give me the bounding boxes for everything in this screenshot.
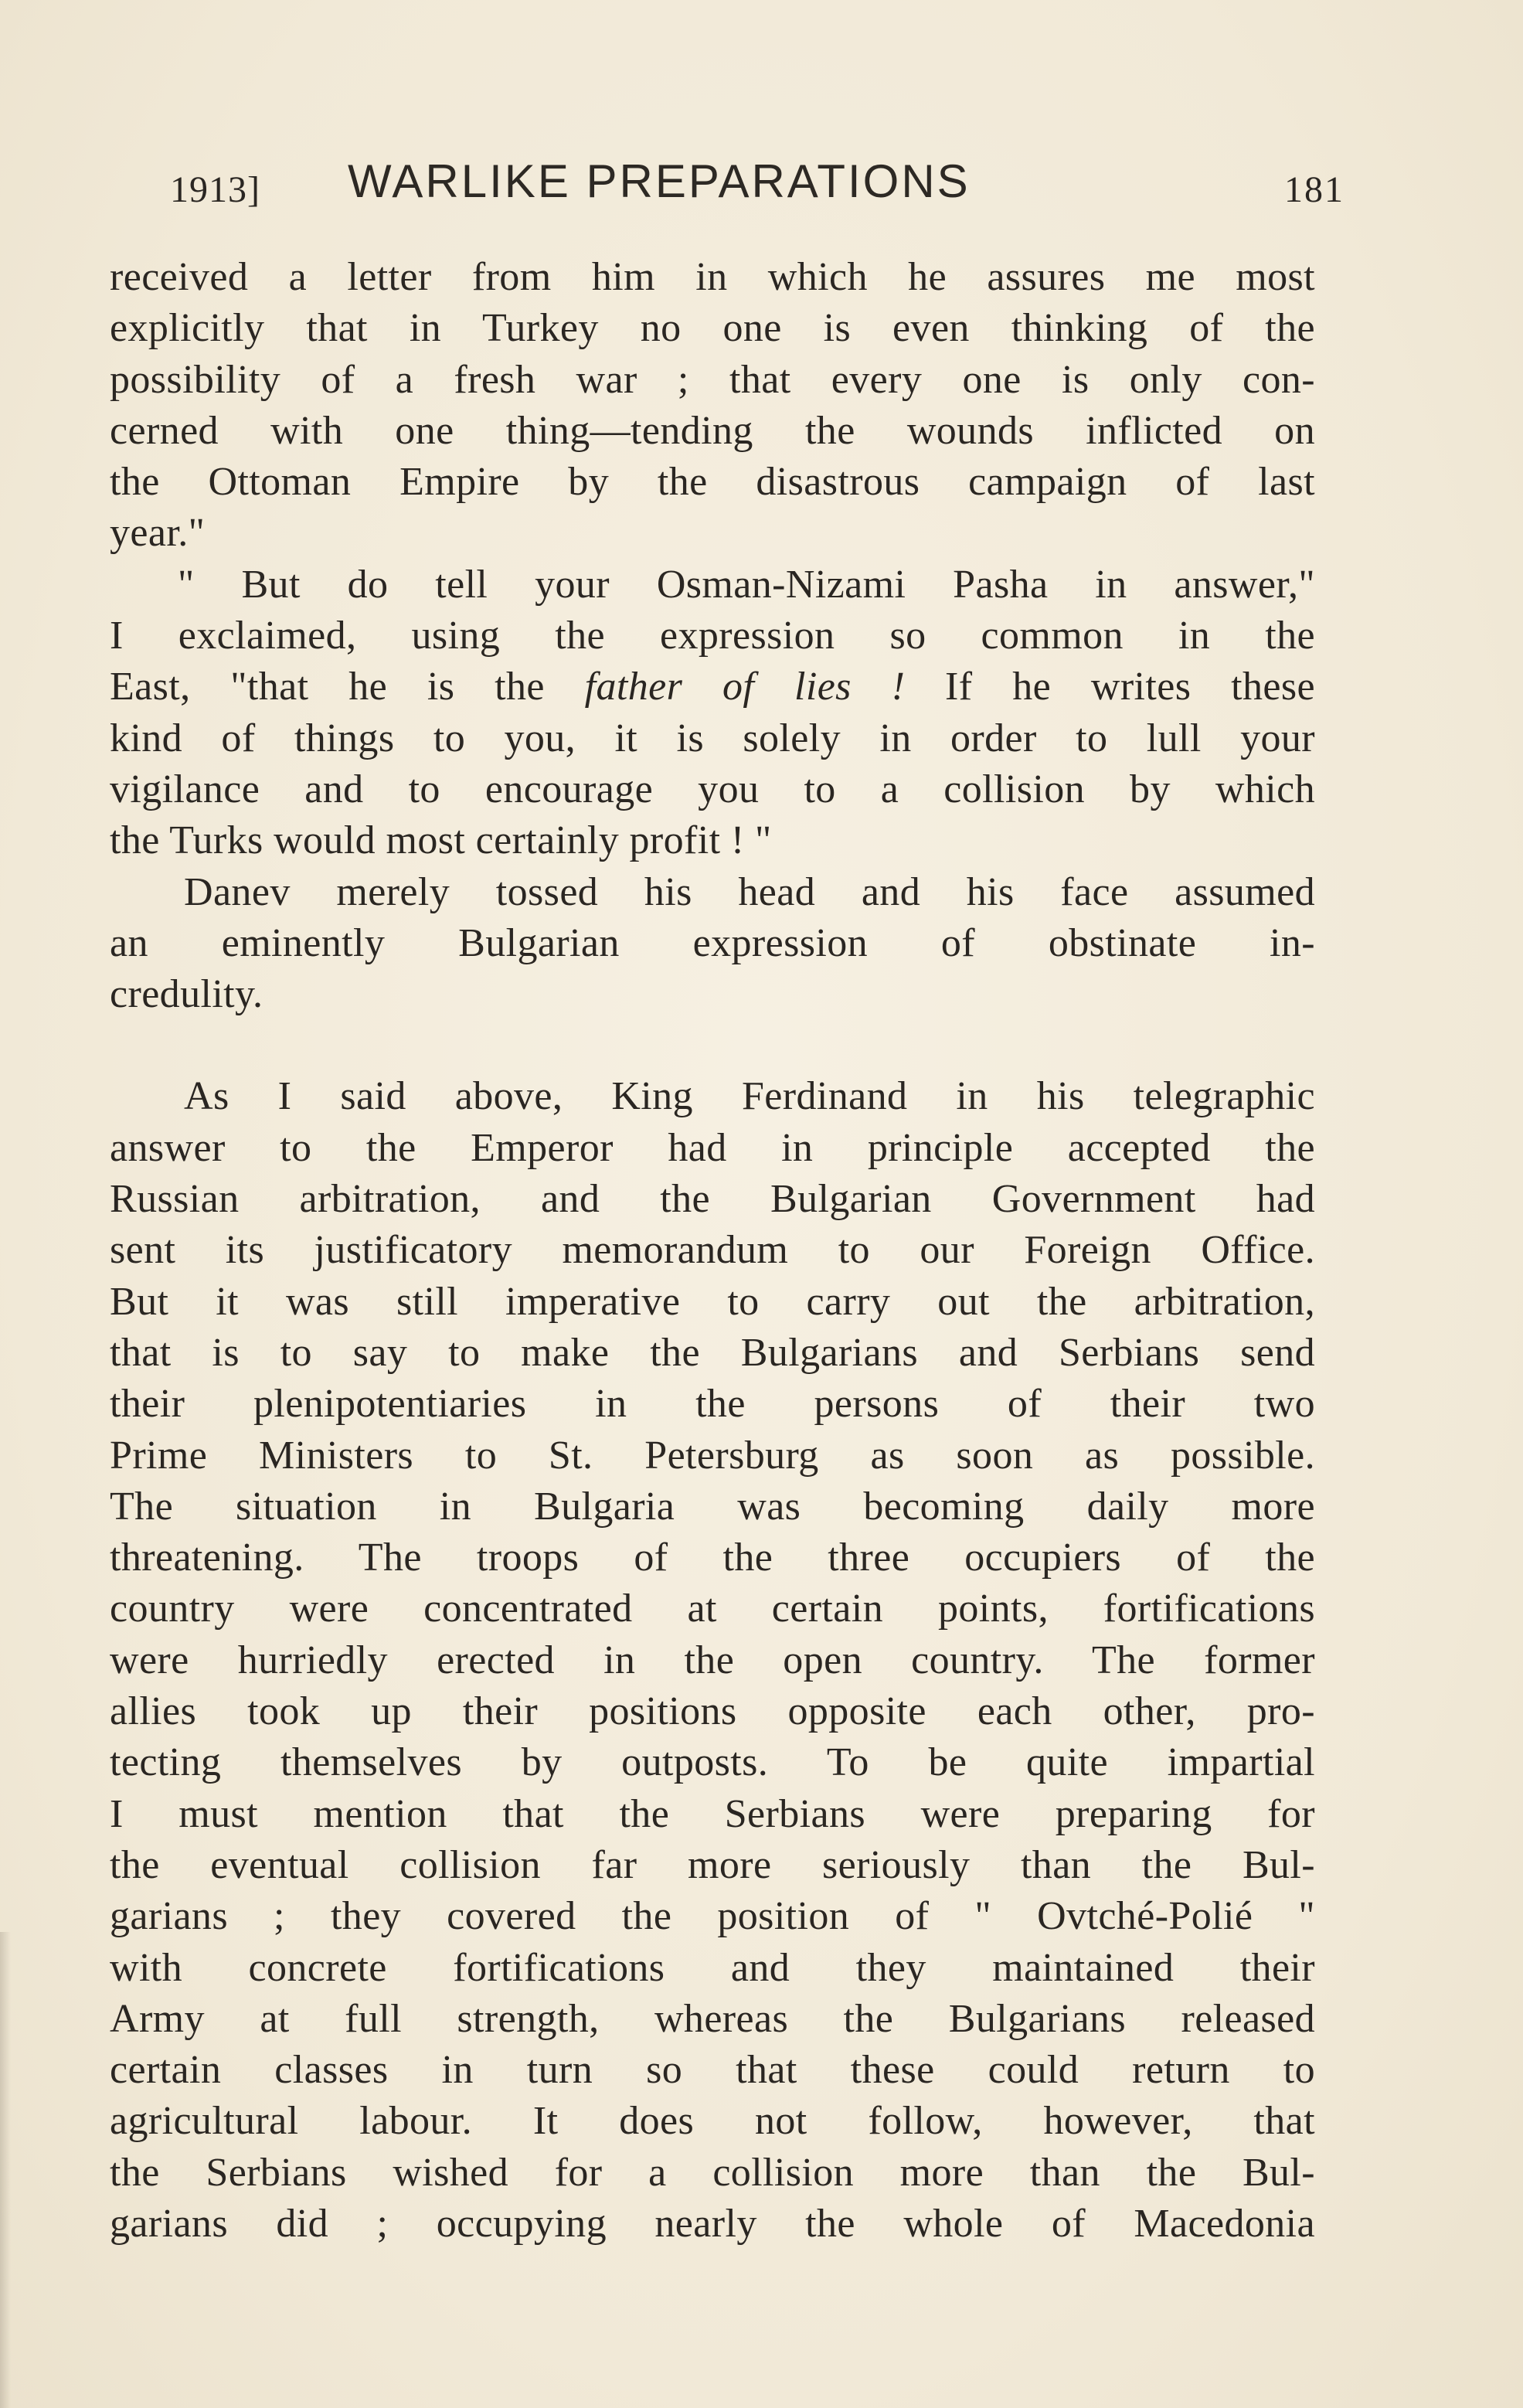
text-line: the Serbians wished for a collision more than the Bul- — [110, 2150, 1315, 2195]
text-line — [110, 662, 1315, 713]
text-line: I must mention that the Serbians were preparing for — [110, 1791, 1315, 1836]
text-line: agricultural labour. It does not follow, however, that — [110, 2099, 1315, 2144]
text-line: allies took up their positions opposite each other, pro- — [110, 1689, 1315, 1734]
text-line: the Ottoman Empire by the disastrous campaign of last — [110, 460, 1315, 505]
text-line: credulity. — [110, 972, 263, 1017]
text-line: the eventual collision far more seriously than the Bul- — [110, 1842, 1315, 1887]
text-line: certain classes in turn so that these could return to — [110, 2048, 1315, 2093]
text-line: their plenipotentiaries in the persons of their two — [110, 1382, 1315, 1427]
paragraph-4 — [110, 1071, 1315, 2250]
text-line: explicitly that in Turkey no one is even thinking of the — [110, 306, 1315, 351]
running-head-title: WARLIKE PREPARATIONS — [348, 155, 971, 207]
text-line: " But do tell your Osman-Nizami Pasha in answer," — [178, 562, 1315, 607]
text-line: the Turks would most certainly profit ! " — [110, 818, 772, 863]
running-head-year: 1913] — [170, 169, 260, 210]
paragraph-3 — [110, 867, 1315, 1021]
text-line: garians ; they covered the position of " Ovtché-Polié " — [110, 1894, 1315, 1939]
text-line: that is to say to make the Bulgarians and Serbians send — [110, 1330, 1315, 1375]
section-break — [110, 1020, 1315, 1071]
text-line: possibility of a fresh war ; that every one is only con- — [110, 357, 1315, 402]
text-line: threatening. The troops of the three occupiers of the — [110, 1536, 1315, 1580]
text-line: Russian arbitration, and the Bulgarian Government had — [110, 1177, 1315, 1222]
body-text — [110, 252, 1315, 2250]
text-run: If he writes these — [905, 665, 1315, 709]
text-line: The situation in Bulgaria was becoming daily more — [110, 1484, 1315, 1529]
text-line: with concrete fortifications and they maintained their — [110, 1945, 1315, 1990]
text-run: East, "that he is the — [110, 665, 585, 709]
text-line: Army at full strength, whereas the Bulgarians released — [110, 1996, 1315, 2041]
text-line: I exclaimed, using the expression so common in the — [110, 614, 1315, 658]
text-line: But it was still imperative to carry out the arbitration, — [110, 1279, 1315, 1324]
text-line: answer to the Emperor had in principle accepted the — [110, 1125, 1315, 1170]
running-head — [108, 155, 1345, 224]
text-line: As I said above, King Ferdinand in his telegraphic — [184, 1074, 1315, 1119]
text-line: an eminently Bulgarian expression of obstinate in- — [110, 920, 1315, 965]
text-line: garians did ; occupying nearly the whole of Macedonia — [110, 2201, 1315, 2246]
text-line: kind of things to you, it is solely in order to lull your — [110, 716, 1315, 760]
text-line: cerned with one thing—tending the wounds inflicted on — [110, 408, 1315, 453]
page-edge-shadow — [0, 1932, 11, 2408]
text-line: sent its justificatory memorandum to our Foreign Office. — [110, 1228, 1315, 1273]
italic-phrase: father of lies ! — [584, 665, 906, 709]
paragraph-2 — [110, 559, 1315, 867]
page-number: 181 — [1284, 169, 1345, 210]
text-line: were hurriedly erected in the open country. The former — [110, 1638, 1315, 1682]
text-line: vigilance and to encourage you to a collision by which — [110, 767, 1315, 811]
text-line: received a letter from him in which he assures me most — [110, 255, 1315, 299]
paragraph-1 — [110, 252, 1315, 559]
text-line: year." — [110, 511, 206, 556]
text-line: Danev merely tossed his head and his face assumed — [184, 869, 1315, 914]
text-line: Prime Ministers to St. Petersburg as soon as possible. — [110, 1433, 1315, 1478]
text-line: country were concentrated at certain points, fortifications — [110, 1587, 1315, 1631]
text-line: tecting themselves by outposts. To be quite impartial — [110, 1740, 1315, 1785]
